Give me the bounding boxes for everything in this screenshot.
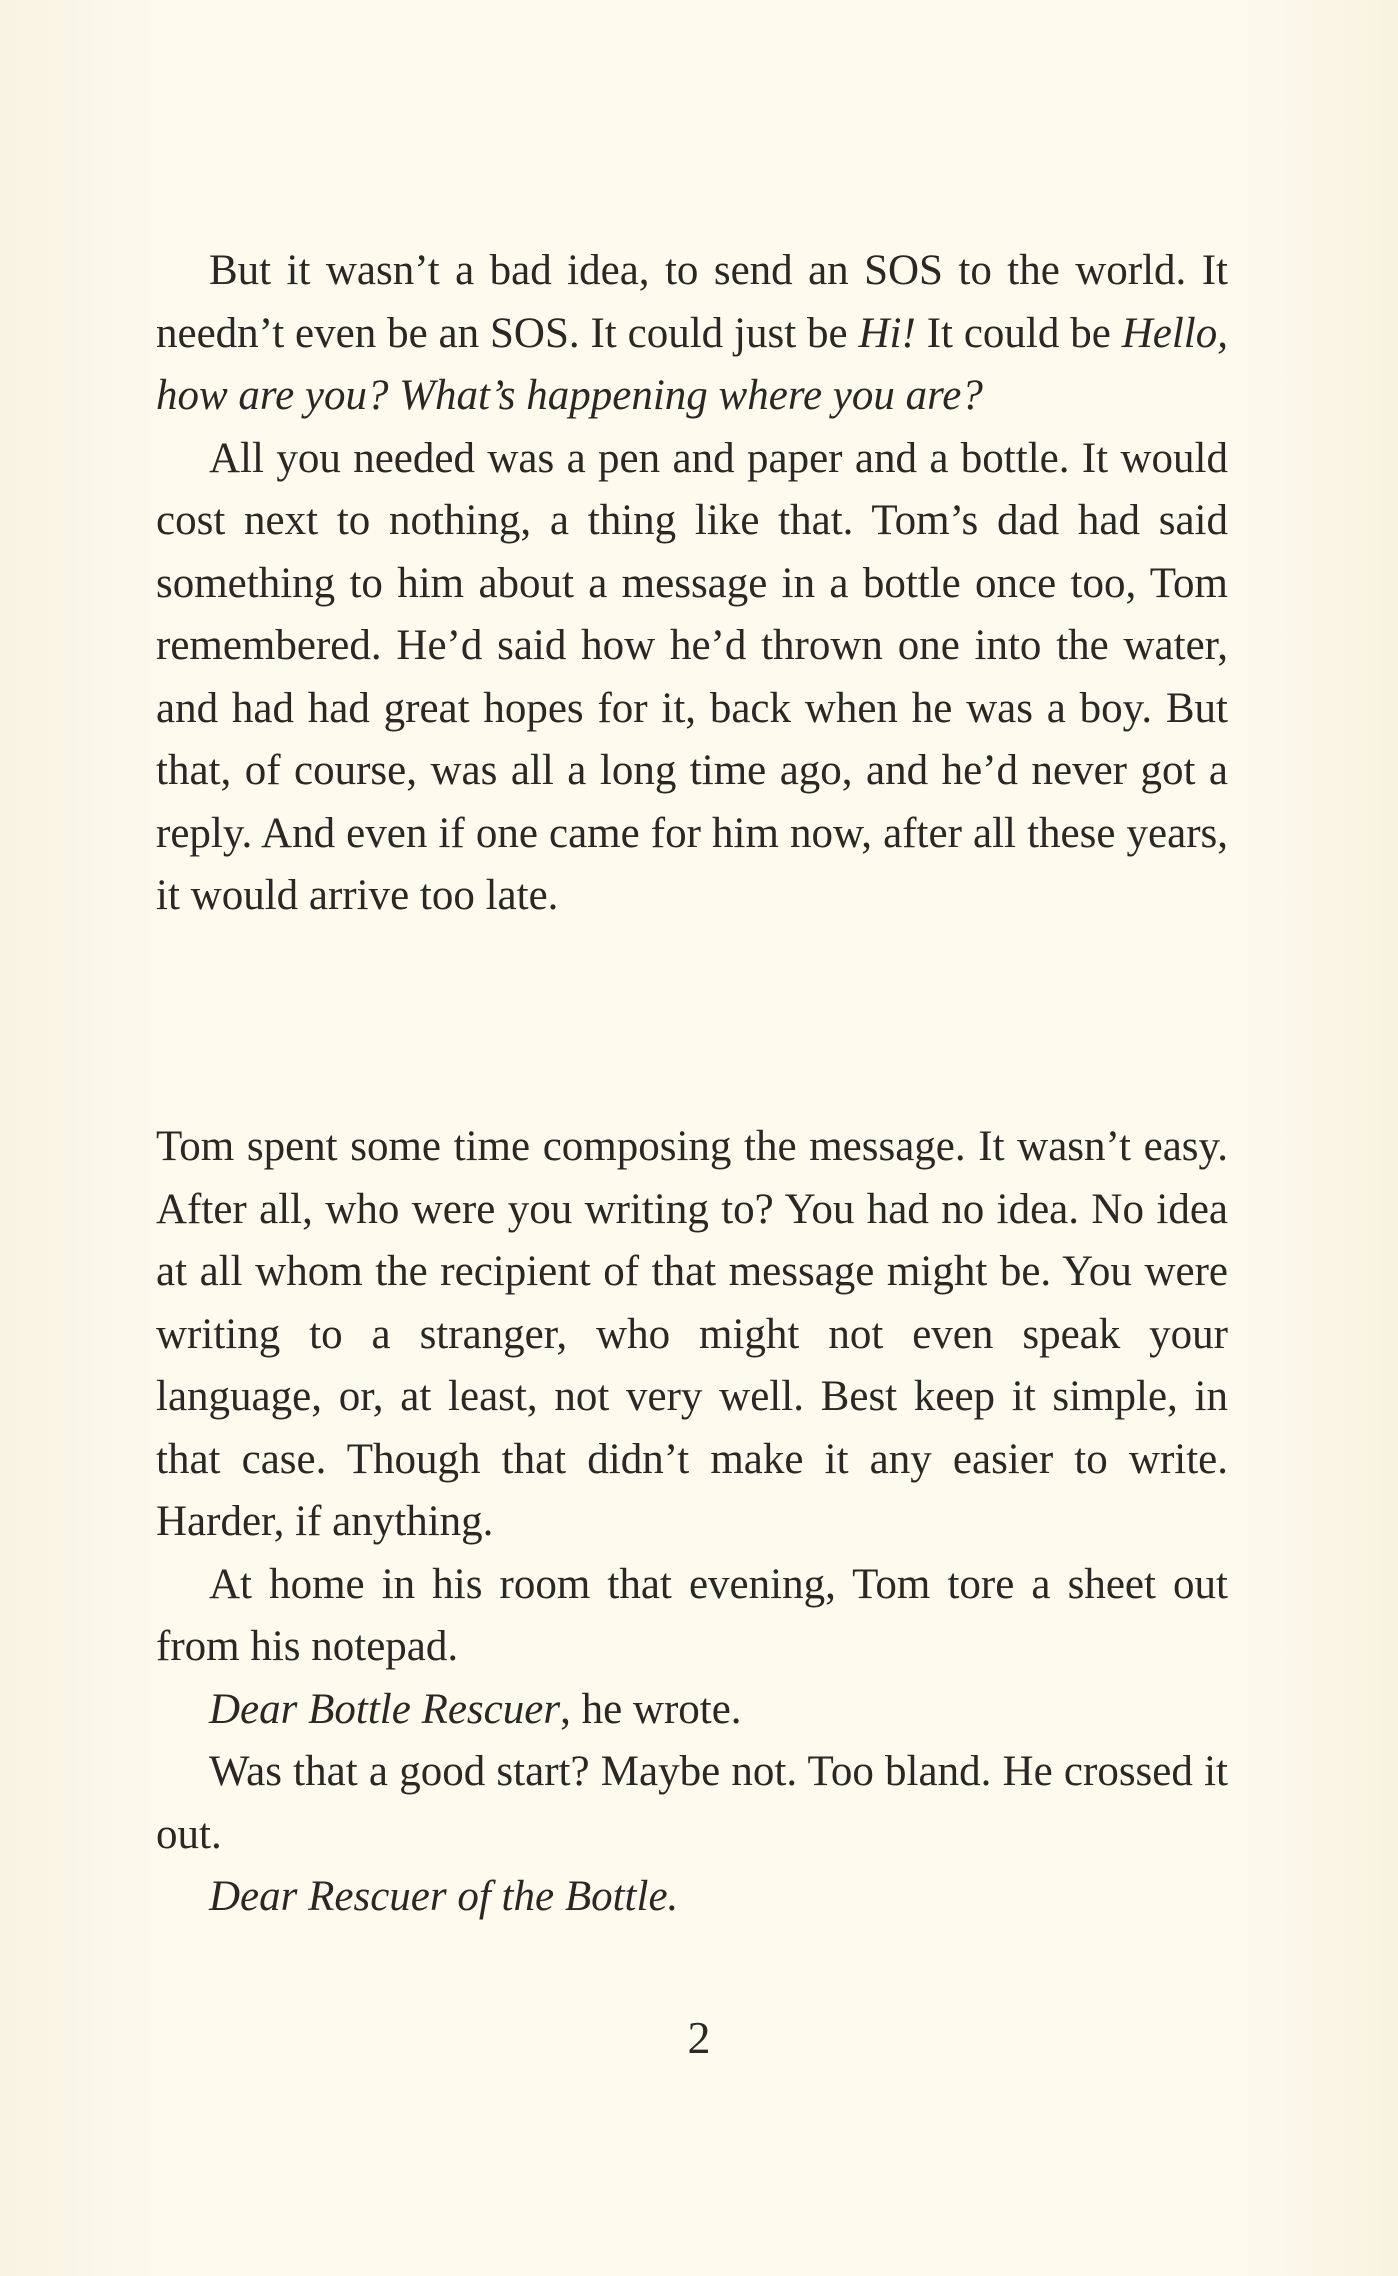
paragraph-pen-and-paper: All you needed was a pen and paper and a bottle. It would cost next to nothing, a thing like that. Tom’s dad had said something to him about a message in a bottle once too, Tom remembered. He’d said how he’d thrown one into the water, and had had great hopes for it, back when he was a boy. But that, of course, was all a long time ago, and he’d never got a reply. And even if one came for him now, after all these years, it would arrive too late. xyxy=(156,434,1228,919)
paragraph-sos-idea xyxy=(156,240,1228,428)
paragraph-text: It could be xyxy=(915,309,1122,357)
paragraph-good-start: Was that a good start? Maybe not. Too bland. He crossed it out. xyxy=(156,1748,1228,1858)
paragraph-composing-message: Tom spent some time composing the message. It wasn’t easy. After all, who were you writing to? You had no idea. No idea at all whom the recipient of that message might be. You were writing to a stranger, who might not even speak your language, or, at least, not very well. Best keep it simple, in that case. Though that didn’t make it any easier to write. Harder, if anything. xyxy=(156,1123,1228,1545)
italic-phrase-hello: Hello, how are you? What’s happening where you are? xyxy=(156,309,1228,419)
paragraph-dear-bottle-rescuer xyxy=(156,1679,1228,1742)
italic-phrase-hi: Hi! xyxy=(858,309,916,357)
italic-salutation: Dear Bottle Rescuer xyxy=(209,1685,561,1733)
italic-salutation: Dear Rescuer of the Bottle. xyxy=(209,1873,679,1920)
paragraph-dear-rescuer-of-bottle xyxy=(156,1866,1228,1929)
section-2 xyxy=(156,1116,1228,1929)
paragraph-text: , he wrote. xyxy=(560,1685,742,1733)
page-number: 2 xyxy=(687,2012,711,2063)
paragraph-text: But it wasn’t a bad idea, to send an SOS to the world. It needn’t even be an SOS. It could just be xyxy=(156,247,1228,357)
paragraph-tore-sheet: At home in his room that evening, Tom tore a sheet out from his notepad. xyxy=(156,1560,1228,1670)
section-1 xyxy=(156,240,1228,928)
